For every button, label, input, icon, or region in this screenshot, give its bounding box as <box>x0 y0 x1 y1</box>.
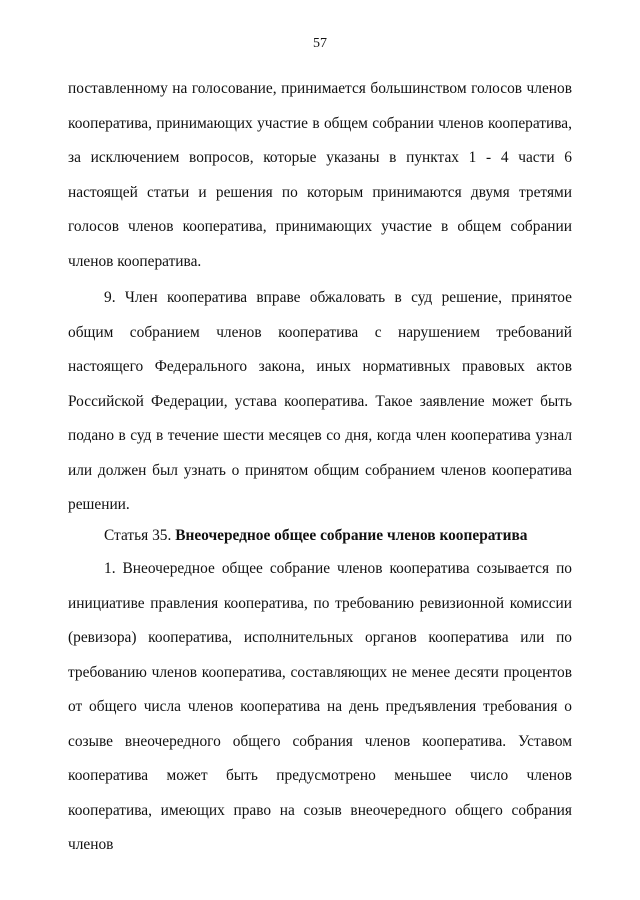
paragraph-continuation <box>68 72 572 279</box>
paragraph-text: поставленному на голосование, принимается большинством голосов членов кооператива, принимающих участие в общем собрании членов кооператива, за исключением вопросов, которые указаны в пунктах 1 - 4 части 6 настоящей статьи и решения по которым принимаются двумя третями голосов членов кооператива, принимающих участие в общем собрании членов кооператива. <box>68 80 572 270</box>
paragraph-text: 9. Член кооператива вправе обжаловать в суд решение, принятое общим собранием членов кооператива с нарушением требований настоящего Федерального закона, иных нормативных правовых актов Российской Федерации, устава кооператива. Такое заявление может быть подано в суд в течение шести месяцев со дня, когда член кооператива узнал или должен был узнать о принятом общим собранием членов кооператива решении. <box>68 289 572 513</box>
paragraph-text: 1. Внеочередное общее собрание членов кооператива созывается по инициативе правления кооператива, по требованию ревизионной комиссии (ревизора) кооператива, исполнительных органов кооператива или по требованию членов кооператива, составляющих не менее десяти процентов от общего числа членов кооператива на день предъявления требования о созыве внеочередного общего собрания членов кооператива. Уставом кооператива может быть предусмотрено меньшее число членов кооператива, имеющих право на созыв внеочередного общего собрания членов <box>68 560 572 853</box>
paragraph-item-9 <box>68 281 572 523</box>
article-title: Внеочередное общее собрание членов кооператива <box>175 527 528 544</box>
article-heading <box>68 519 572 554</box>
page-number: 57 <box>313 36 327 51</box>
paragraph-item-1 <box>68 552 572 863</box>
article-number: Статья 35. <box>104 527 172 544</box>
